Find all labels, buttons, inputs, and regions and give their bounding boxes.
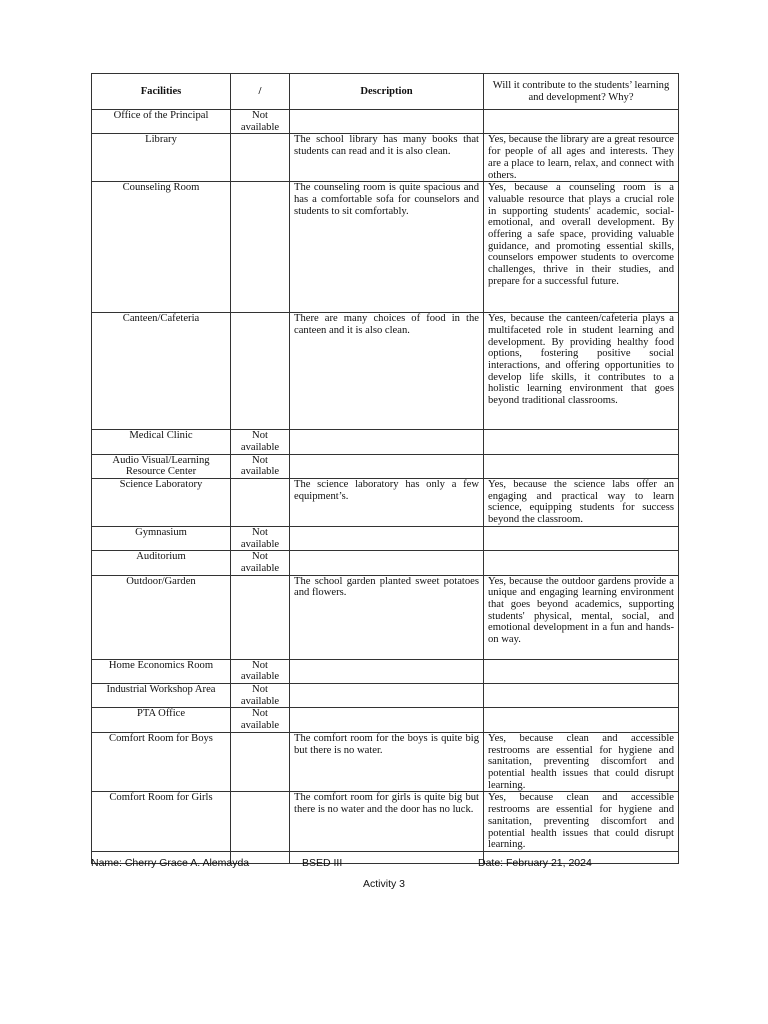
table-row [92, 134, 679, 182]
availability-cell [231, 134, 290, 182]
header-description: Description [290, 74, 484, 110]
table-row [92, 732, 679, 792]
table-row [92, 551, 679, 575]
description-cell: The school library has many books that students can read and it is also clean. [290, 134, 484, 182]
table-row [92, 479, 679, 527]
contribution-cell [484, 684, 679, 708]
table-row [92, 792, 679, 852]
contribution-cell: Yes, because the science labs offer an engaging and practical way to learn science, equipping students for success beyond the classroom. [484, 479, 679, 527]
contribution-cell [484, 708, 679, 732]
description-cell [290, 551, 484, 575]
description-cell [290, 430, 484, 454]
footer [91, 857, 678, 871]
availability-cell [231, 732, 290, 792]
contribution-cell [484, 659, 679, 683]
availability-cell: Not available [231, 110, 290, 134]
table-row [92, 526, 679, 550]
date-label: Date: February 21, 2024 [478, 857, 592, 869]
contribution-cell [484, 454, 679, 478]
course-label: BSED III [302, 857, 343, 869]
description-cell [290, 684, 484, 708]
description-cell: There are many choices of food in the canteen and it is also clean. [290, 313, 484, 430]
contribution-cell [484, 526, 679, 550]
contribution-cell: Yes, because the canteen/cafeteria plays a multifaceted role in student learning and development. By providing healthy food options, fostering positive social interactions, and offering opportunities to develop life skills, it contributes to a holistic learning environment that goes beyond traditional classrooms. [484, 313, 679, 430]
header-check: / [231, 74, 290, 110]
description-cell: The science laboratory has only a few equipment’s. [290, 479, 484, 527]
table-header-row [92, 74, 679, 110]
header-facilities: Facilities [92, 74, 231, 110]
facility-cell: Medical Clinic [92, 430, 231, 454]
table-row [92, 708, 679, 732]
facility-cell: Canteen/Cafeteria [92, 313, 231, 430]
header-contribution: Will it contribute to the students’ learning and development? Why? [484, 74, 679, 110]
facility-cell: Office of the Principal [92, 110, 231, 134]
table-row [92, 684, 679, 708]
availability-cell: Not available [231, 708, 290, 732]
facility-cell: Home Economics Room [92, 659, 231, 683]
availability-cell: Not available [231, 454, 290, 478]
facilities-table [91, 73, 679, 864]
availability-cell [231, 313, 290, 430]
table-row [92, 454, 679, 478]
contribution-cell: Yes, because clean and accessible restrooms are essential for hygiene and sanitation, preventing discomfort and potential health issues that could disrupt learning. [484, 792, 679, 852]
description-cell: The counseling room is quite spacious and has a comfortable sofa for counselors and students to sit comfortably. [290, 182, 484, 313]
facility-cell: Comfort Room for Girls [92, 792, 231, 852]
facility-cell: Auditorium [92, 551, 231, 575]
description-cell [290, 659, 484, 683]
facility-cell: Science Laboratory [92, 479, 231, 527]
availability-cell: Not available [231, 659, 290, 683]
contribution-cell [484, 551, 679, 575]
facility-cell: Gymnasium [92, 526, 231, 550]
facility-cell: Outdoor/Garden [92, 575, 231, 659]
contribution-cell: Yes, because a counseling room is a valuable resource that plays a crucial role in supporting students' academic, social-emotional, and overall development. By offering a safe space, providing valuable guidance, and promoting essential skills, counselors empower students to overcome challenges, thrive in their studies, and prepare for a successful future. [484, 182, 679, 313]
table-row [92, 430, 679, 454]
availability-cell [231, 575, 290, 659]
table-row [92, 313, 679, 430]
contribution-cell [484, 110, 679, 134]
contribution-cell [484, 430, 679, 454]
table-row [92, 659, 679, 683]
table-row [92, 110, 679, 134]
description-cell [290, 526, 484, 550]
table-row [92, 182, 679, 313]
table-row [92, 575, 679, 659]
description-cell: The school garden planted sweet potatoes and flowers. [290, 575, 484, 659]
facility-cell: Audio Visual/Learning Resource Center [92, 454, 231, 478]
facility-cell: Industrial Workshop Area [92, 684, 231, 708]
availability-cell: Not available [231, 551, 290, 575]
student-name: Name: Cherry Grace A. Alemayda [91, 857, 250, 869]
facility-cell: Comfort Room for Boys [92, 732, 231, 792]
contribution-cell: Yes, because clean and accessible restrooms are essential for hygiene and sanitation, preventing discomfort and potential health issues that could disrupt learning. [484, 732, 679, 792]
availability-cell: Not available [231, 430, 290, 454]
activity-label: Activity 3 [362, 878, 405, 890]
availability-cell: Not available [231, 684, 290, 708]
availability-cell [231, 479, 290, 527]
availability-cell [231, 182, 290, 313]
availability-cell [231, 792, 290, 852]
contribution-cell: Yes, because the outdoor gardens provide a unique and engaging learning environment that goes beyond academics, supporting students' physical, mental, social, and emotional development in a fun and hands-on way. [484, 575, 679, 659]
description-cell: The comfort room for girls is quite big but there is no water and the door has no luck. [290, 792, 484, 852]
facility-cell: Library [92, 134, 231, 182]
description-cell: The comfort room for the boys is quite big but there is no water. [290, 732, 484, 792]
description-cell [290, 110, 484, 134]
description-cell [290, 708, 484, 732]
contribution-cell: Yes, because the library are a great resource for people of all ages and interests. They are a place to learn, relax, and connect with others. [484, 134, 679, 182]
availability-cell: Not available [231, 526, 290, 550]
description-cell [290, 454, 484, 478]
facility-cell: PTA Office [92, 708, 231, 732]
facility-cell: Counseling Room [92, 182, 231, 313]
